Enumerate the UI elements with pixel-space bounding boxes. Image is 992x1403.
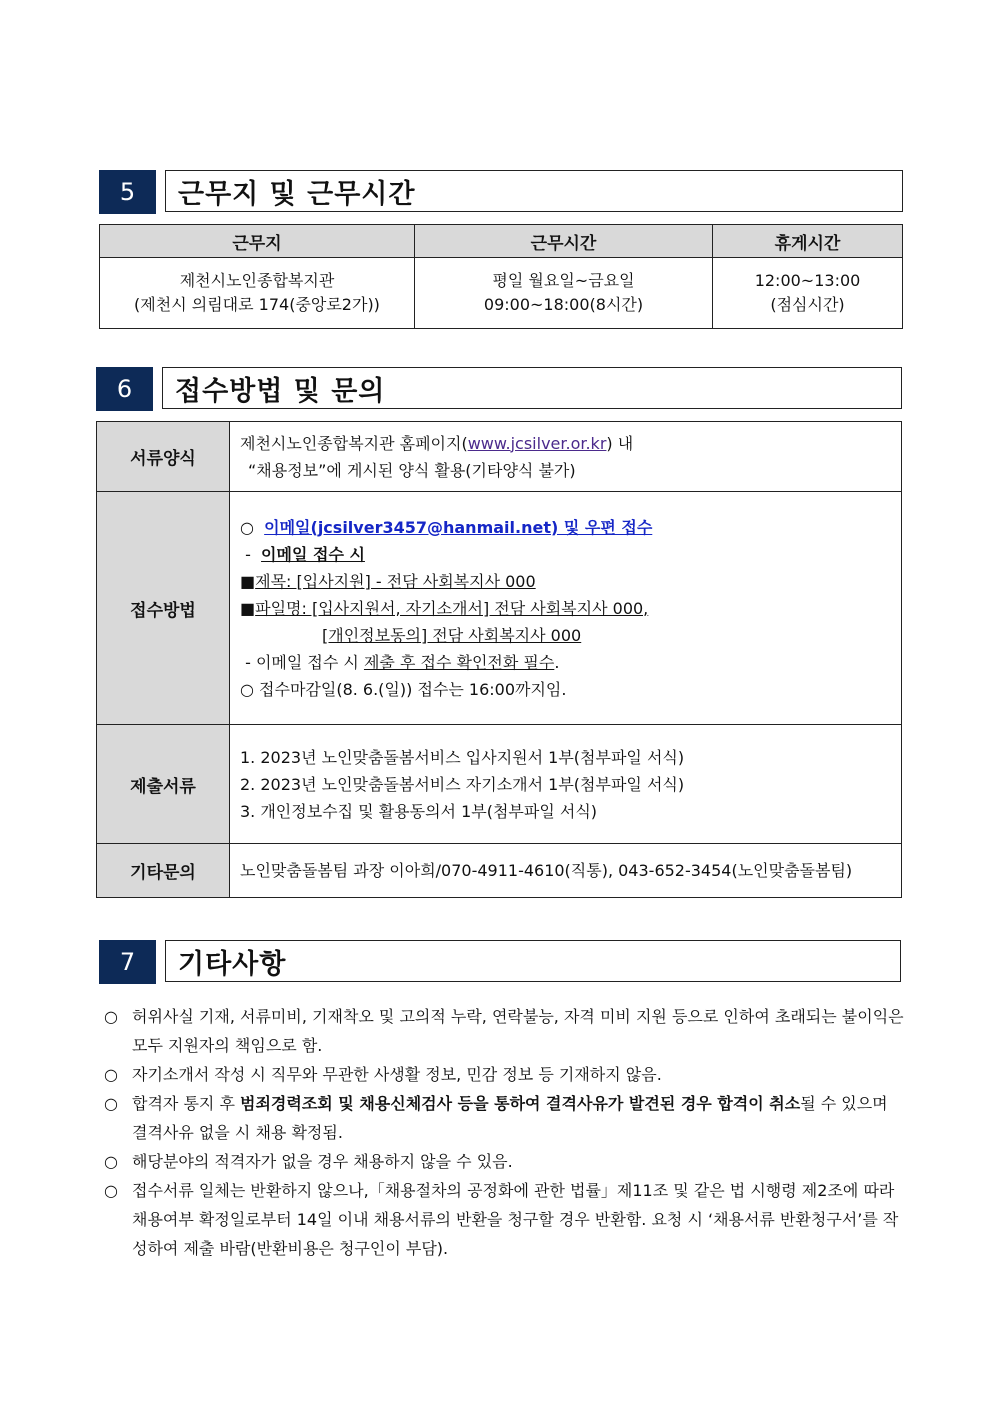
confirm-call-prefix: - 이메일 접수 시 bbox=[245, 652, 364, 672]
workplace-table bbox=[99, 224, 903, 329]
doc-form-note: “채용정보”에 게시된 양식 활용(기타양식 불가) bbox=[248, 460, 576, 480]
circle-bullet-icon: ○ bbox=[104, 1094, 118, 1113]
document-item: 1. 2023년 노인맞춤돌봄서비스 입사지원서 1부(첨부파일 서식) bbox=[240, 747, 685, 767]
disqualification-note: 범죄경력조회 및 채용신체검사 등을 통하여 결격사유가 발견된 경우 합격이 취소 bbox=[240, 1094, 801, 1113]
section-title: 접수방법 및 문의 bbox=[162, 367, 902, 409]
list-item bbox=[104, 1176, 904, 1263]
document-item: 2. 2023년 노인맞춤돌봄서비스 자기소개서 1부(첨부파일 서식) bbox=[240, 774, 685, 794]
section-7-header bbox=[99, 940, 901, 984]
section-number: 7 bbox=[99, 940, 156, 984]
workplace-cell bbox=[100, 258, 415, 329]
doc-form-content bbox=[230, 422, 902, 492]
section-number: 5 bbox=[99, 170, 156, 214]
header-workplace: 근무지 bbox=[100, 225, 415, 258]
note-text: 자기소개서 작성 시 직무와 무관한 사생활 정보, 민감 정보 등 기재하지 않음. bbox=[132, 1065, 662, 1084]
deadline-note: ○ 접수마감일(8. 6.(일)) 접수는 16:00까지임. bbox=[240, 679, 567, 699]
break-hours: 12:00~13:00 bbox=[754, 271, 861, 290]
notes-list bbox=[104, 1002, 904, 1263]
workplace-name: 제천시노인종합복지관 bbox=[179, 271, 335, 290]
note-text-part: 합격자 통지 후 bbox=[132, 1094, 240, 1113]
document-item: 3. 개인정보수집 및 활용동의서 1부(첨부파일 서식) bbox=[240, 801, 598, 821]
dash-marker: - bbox=[245, 544, 251, 564]
homepage-link[interactable]: www.jcsilver.or.kr bbox=[467, 433, 607, 453]
email-subject-rule: 제목: [입사지원] - 전담 사회복지사 000 bbox=[255, 571, 536, 591]
work-days: 평일 월요일~금요일 bbox=[492, 271, 635, 290]
documents-label: 제출서류 bbox=[97, 725, 230, 844]
note-text: 허위사실 기재, 서류미비, 기재착오 및 고의적 누락, 연락불능, 자격 미비 지원 등으로 인하여 초래되는 불이익은 모두 지원자의 책임으로 함. bbox=[132, 1007, 904, 1055]
file-name-rule-cont: [개인정보동의] 전담 사회복지사 000 bbox=[322, 625, 582, 645]
note-text-part: 될 수 있으며 결격사유 없을 시 채용 확정됨. bbox=[132, 1094, 888, 1142]
doc-form-label: 서류양식 bbox=[97, 422, 230, 492]
inquiry-content: 노인맞춤돌봄팀 과장 이아희/070-4911-4610(직통), 043-652-3454(노인맞춤돌봄팀) bbox=[230, 844, 902, 898]
circle-bullet-icon: ○ bbox=[104, 1181, 118, 1200]
email-submission-heading: 이메일 접수 시 bbox=[261, 544, 365, 564]
circle-bullet-icon: ○ bbox=[104, 1065, 118, 1084]
work-hours: 09:00~18:00(8시간) bbox=[483, 295, 644, 314]
square-bullet-icon: ■ bbox=[240, 598, 256, 618]
email-submission[interactable]: 이메일(jcsilver3457@hanmail.net) 및 우편 접수 bbox=[264, 517, 653, 537]
circle-bullet-icon: ○ bbox=[240, 517, 254, 537]
circle-bullet-icon: ○ bbox=[104, 1152, 118, 1171]
confirm-call-required: 제출 후 접수 확인전화 필수 bbox=[363, 652, 555, 672]
list-item bbox=[104, 1147, 904, 1176]
section-6-header bbox=[96, 367, 902, 411]
note-text bbox=[132, 1089, 904, 1147]
workplace-address: (제천시 의림대로 174(중앙로2가)) bbox=[134, 295, 380, 314]
circle-bullet-icon: ○ bbox=[104, 1007, 118, 1026]
section-title: 기타사항 bbox=[165, 940, 901, 982]
doc-form-suffix: ) 내 bbox=[606, 433, 634, 453]
section-title: 근무지 및 근무시간 bbox=[165, 170, 903, 212]
file-name-rule: 파일명: [입사지원서, 자기소개서] 전담 사회복지사 000, bbox=[255, 598, 649, 618]
list-item bbox=[104, 1089, 904, 1147]
method-label: 접수방법 bbox=[97, 492, 230, 725]
note-text: 접수서류 일체는 반환하지 않으나,「채용절차의 공정화에 관한 법률」제11조 및 같은 법 시행령 제2조에 따라 채용여부 확정일로부터 14일 이내 채용서류의 반환을 청구할 경우 반환함. 요청 시 ‘채용서류 반환청구서’를 작성하여 제출 바람(반환비용은 청구인이 부담). bbox=[132, 1181, 899, 1258]
note-text: 해당분야의 적격자가 없을 경우 채용하지 않을 수 있음. bbox=[132, 1152, 513, 1171]
list-item bbox=[104, 1060, 904, 1089]
method-content bbox=[230, 492, 902, 725]
header-work-hours: 근무시간 bbox=[415, 225, 713, 258]
section-5-header bbox=[99, 170, 903, 214]
square-bullet-icon: ■ bbox=[240, 571, 256, 591]
hours-cell bbox=[415, 258, 713, 329]
header-break-time: 휴게시간 bbox=[713, 225, 903, 258]
application-table bbox=[96, 421, 902, 898]
section-number: 6 bbox=[96, 367, 153, 411]
break-note: (점심시간) bbox=[770, 295, 845, 314]
inquiry-label: 기타문의 bbox=[97, 844, 230, 898]
documents-content bbox=[230, 725, 902, 844]
confirm-call-suffix: . bbox=[554, 652, 560, 672]
doc-form-text: 제천시노인종합복지관 홈페이지( bbox=[240, 433, 468, 453]
break-cell bbox=[713, 258, 903, 329]
list-item bbox=[104, 1002, 904, 1060]
